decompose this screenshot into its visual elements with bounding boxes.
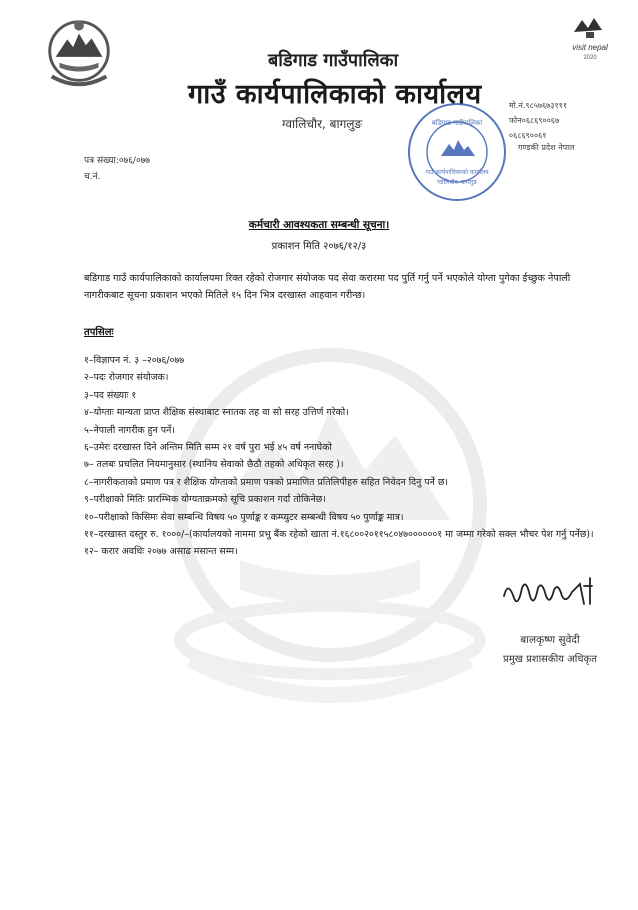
letter-number: पत्र संख्या:०७६/०७७	[84, 156, 150, 166]
reference-block	[84, 153, 150, 185]
mobile-number: मो.नं.९८५७६७३१११	[509, 101, 567, 110]
office-address: ग्वालिचौर, बागलुङ	[282, 117, 363, 131]
list-item: ९–परीक्षाको मितिः प्रारम्भिक योग्यताक्रमको सूचि प्रकाशन गर्दा तोकिनेछ।	[84, 494, 326, 506]
publication-date: प्रकाशन मिति २०७६/१२/३	[271, 241, 367, 252]
province-label: गण्डकी प्रदेश नेपाल	[518, 143, 575, 152]
municipality-name: बडिगाड गाउँपालिका	[268, 50, 399, 71]
list-item: ८–नागरीकताको प्रमाण पत्र र शैक्षिक योग्ताको प्रमाण पत्रको प्रमाणित प्रतिलिपीहरु सहित निवेदन दिनु पर्ने छ।	[84, 476, 448, 488]
list-item: १०–परीक्षाको किसिमः सेवा सम्बन्धि विषय ५० पुर्णाङ्क र कम्प्युटर सम्बन्धी विषय ५० पुर्णाङ्क मात्र।	[84, 511, 404, 523]
details-list	[84, 352, 606, 561]
list-item: १२– करार अवधिः २०७७ असाढ मसान्त सम्म।	[84, 546, 238, 558]
stamp-line1: बडिगाड गाउँपालिका	[431, 119, 483, 127]
phone-number: फोन०६८६९००६७	[509, 116, 560, 125]
list-item: ६–उमेरः दरखास्त दिने अन्तिम मिति सम्म २१ वर्ष पुरा भई ४५ वर्ष ननाघेको	[84, 442, 332, 454]
list-item: ११–दरखास्त दस्तुर रु. १०००/–(कार्यालयको नाममा प्रभु बैंक रहेको खाता नं.१६८००२०११५८०४७००००००१ मा जम्मा गरेको सक्ल भौचर पेश गर्नु पर्नेछ)।	[84, 529, 594, 541]
stamp-line2: गाउँ कार्यपालिकाको कार्यालय	[425, 169, 489, 176]
svg-text:visit nepal: visit nepal	[572, 43, 608, 52]
signatory-title: प्रमुख प्रशासकीय अधिकृत	[503, 654, 597, 665]
svg-text:2020: 2020	[583, 55, 597, 61]
details-heading: तपसिलः	[84, 327, 114, 338]
office-stamp	[405, 100, 509, 204]
dispatch-number: च.नं.	[84, 172, 101, 182]
signature-mark	[500, 574, 600, 614]
phone-number-2: ०६८६९००६१	[509, 131, 547, 140]
list-item: ७– तलबः प्रचलित नियमानुसार (स्थानिय सेवाको छैठौ तहको अधिकृत सरह )।	[84, 459, 344, 471]
list-item: ४–योग्ताः मान्यता प्राप्त शैक्षिक संस्थाबाट स्नातक तह वा सो सरह उत्तिर्ण गरेको।	[84, 407, 349, 419]
list-item: ३–पद संख्याः १	[84, 389, 137, 401]
notice-subject: कर्मचारी आवश्यकता सम्बन्धी सूचना।	[248, 219, 390, 231]
list-item: १–विज्ञापन नं. ३ –२०७६/०७७	[84, 355, 185, 366]
list-item: २–पदः रोजगार संयोजक।	[84, 372, 169, 384]
nepal-emblem-icon	[40, 14, 118, 92]
visit-nepal-logo-icon	[560, 14, 620, 62]
notice-body: बडिगाड गाउँ कार्यपालिकाको कार्यालयमा रिक्त रहेको रोजगार संयोजक पद सेवा करारमा पद पुर्ति गर्नु पर्ने भएकोले योग्ता पुगेका ईच्छुक नेपाली नागरीकबाट सूचना प्रकाशन भएको मितिले १५ दिन भित्र दरखास्त आहवान गरीन्छ।	[84, 273, 571, 301]
signatory-name: बालकृष्ण सुवेदी	[520, 634, 580, 646]
contact-block	[509, 98, 567, 143]
stamp-line3: ग्वालिचौर, बागलुङ	[436, 179, 478, 186]
list-item: ५–नेपाली नागरीक हुन पर्ने।	[84, 424, 175, 436]
office-title: गाउँ कार्यपालिकाको कार्यालय	[188, 79, 482, 110]
